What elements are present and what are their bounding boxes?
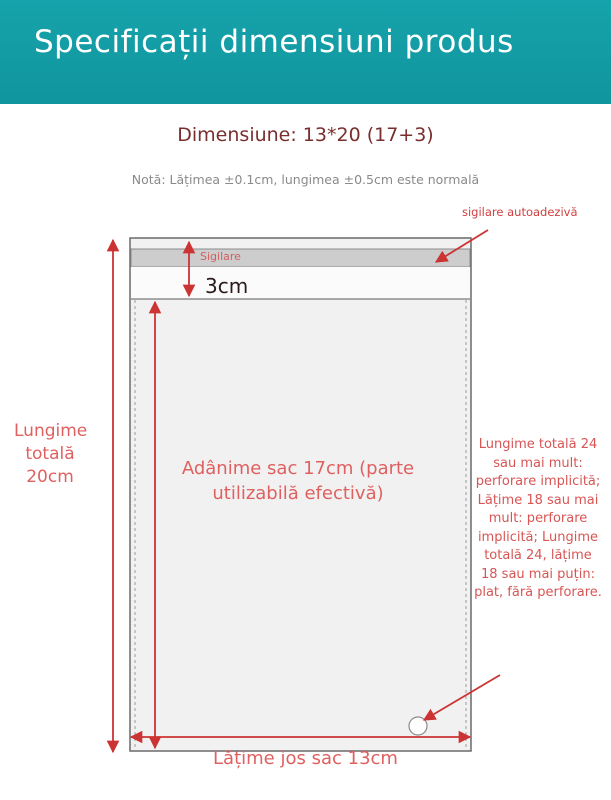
dimension-title: Dimensiune: 13*20 (17+3) <box>177 124 434 146</box>
seal-label: Sigilare <box>200 250 241 263</box>
self-seal-label: sigilare autoadezivă <box>462 205 578 219</box>
seal-height-label: 3cm <box>205 274 249 298</box>
seal-strip <box>131 249 470 267</box>
flap-area <box>131 267 470 299</box>
bottom-width-label: Lățime jos sac 13cm <box>213 748 398 769</box>
page-title: Specificații dimensiuni produs <box>34 24 514 60</box>
tolerance-note: Notă: Lățimea ±0.1cm, lungimea ±0.5cm este normală <box>131 172 480 187</box>
total-length-label: Lungime totală 20cm <box>14 421 88 487</box>
bag-depth-label: Adânime sac 17cm (parte utilizabilă efectivă) <box>181 458 415 504</box>
perforation-note: Lungime totală 24 sau mai mult: perforare implicită; Lățime 18 sau mai mult: perforare implicită; Lungime totală 24, lățime 18 sau mai puțin: plat, fără perforare. <box>474 437 602 600</box>
